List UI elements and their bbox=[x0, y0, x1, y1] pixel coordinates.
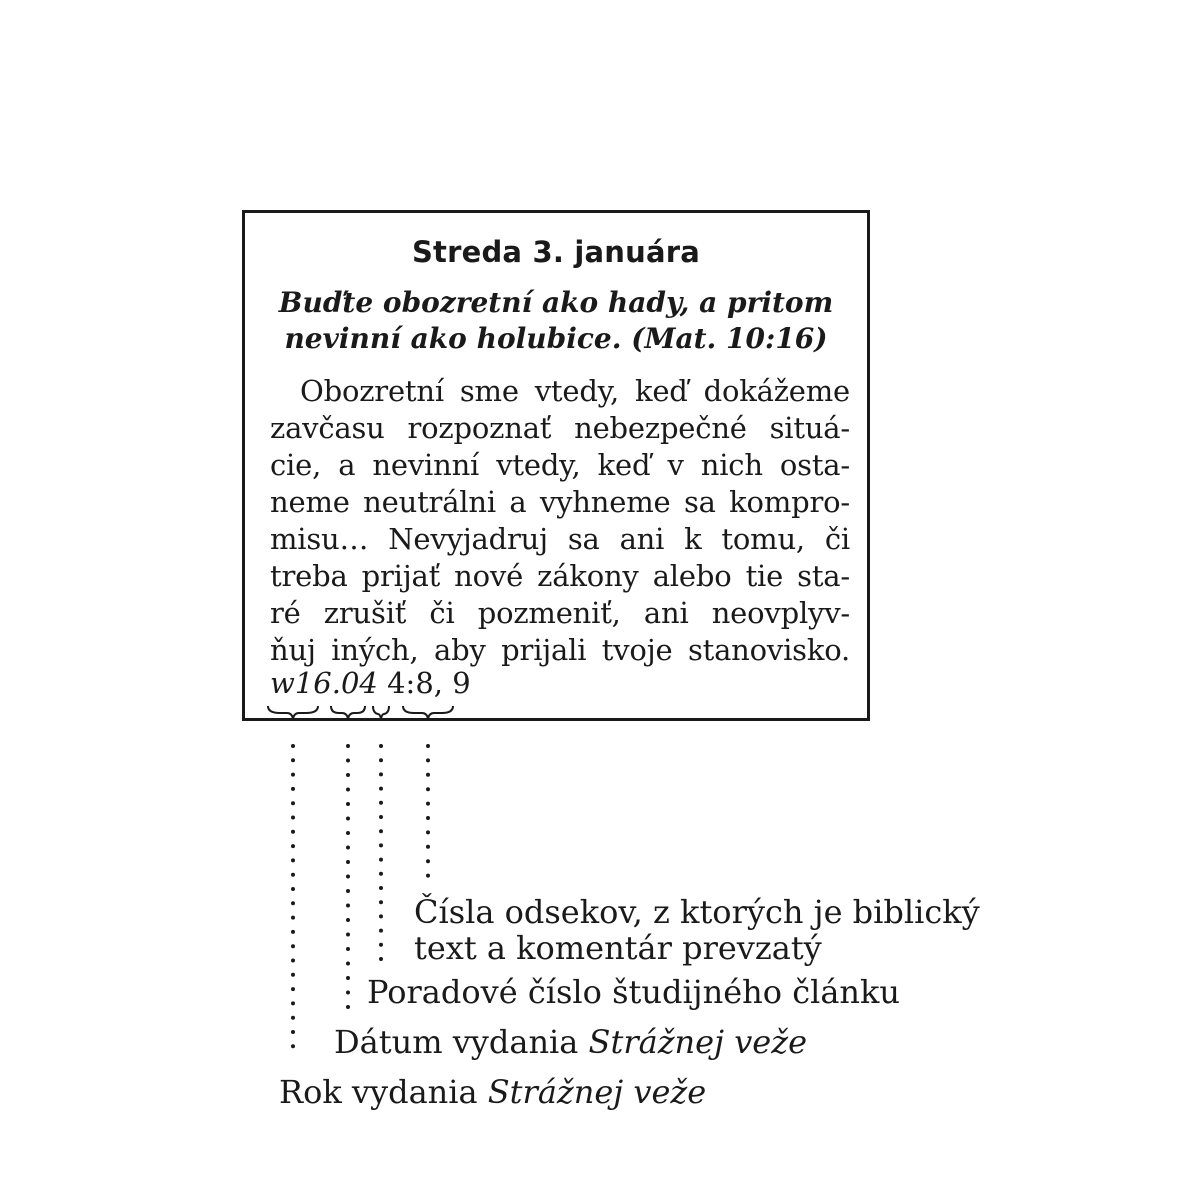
commentary-line: cie, a nevinní vtedy, keď v nich osta- bbox=[270, 448, 850, 482]
paragraphs-annotation bbox=[414, 894, 980, 966]
paragraphs-annotation-line: text a komentár prevzatý bbox=[414, 929, 822, 967]
date-annotation-prefix: Dátum vydania bbox=[334, 1023, 579, 1061]
article-annotation: Poradové číslo študijného článku bbox=[367, 973, 901, 1011]
commentary-line: Obozretní sme vtedy, keď dokážeme bbox=[300, 374, 850, 408]
reference-dot: . bbox=[331, 666, 341, 700]
reference-month: 04 bbox=[340, 666, 378, 700]
brace-year bbox=[268, 706, 318, 719]
year-annotation-prefix: Rok vydania bbox=[279, 1073, 478, 1111]
date-annotation bbox=[334, 1024, 807, 1060]
paragraphs-annotation-line: Čísla odsekov, z ktorých je biblický bbox=[414, 893, 980, 931]
year-annotation-publication: Strážnej veže bbox=[487, 1073, 707, 1111]
brace-article bbox=[373, 706, 389, 719]
commentary-line: zavčasu rozpoznať nebezpečné situá- bbox=[270, 411, 850, 445]
verse-line: Buďte obozretní ako hady, a pritom bbox=[278, 286, 834, 319]
date-annotation-publication: Strážnej veže bbox=[588, 1023, 807, 1061]
commentary-line: ňuj iných, aby prijali tvoje stanovisko. bbox=[270, 633, 850, 667]
verse-line: nevinní ako holubice. (Mat. 10:16) bbox=[284, 322, 828, 355]
commentary-line: ré zrušiť či pozmeniť, ani neovplyv- bbox=[270, 596, 850, 630]
commentary-line: neme neutrálni a vyhneme sa kompro- bbox=[270, 485, 850, 519]
brace-paragraphs bbox=[403, 706, 453, 719]
commentary-line: treba prijať nové zákony alebo tie sta- bbox=[270, 559, 850, 593]
year-annotation bbox=[279, 1074, 706, 1110]
commentary-line: misu… Nevyjadruj sa ani k tomu, či bbox=[270, 522, 850, 556]
day-title: Streda 3. januára bbox=[411, 235, 701, 269]
reference-paragraphs: 8, 9 bbox=[415, 666, 471, 700]
reference-separator: : bbox=[405, 666, 416, 700]
reference-article: 4 bbox=[387, 666, 406, 700]
brace-month bbox=[331, 706, 365, 719]
reference-year: w16 bbox=[270, 666, 332, 700]
